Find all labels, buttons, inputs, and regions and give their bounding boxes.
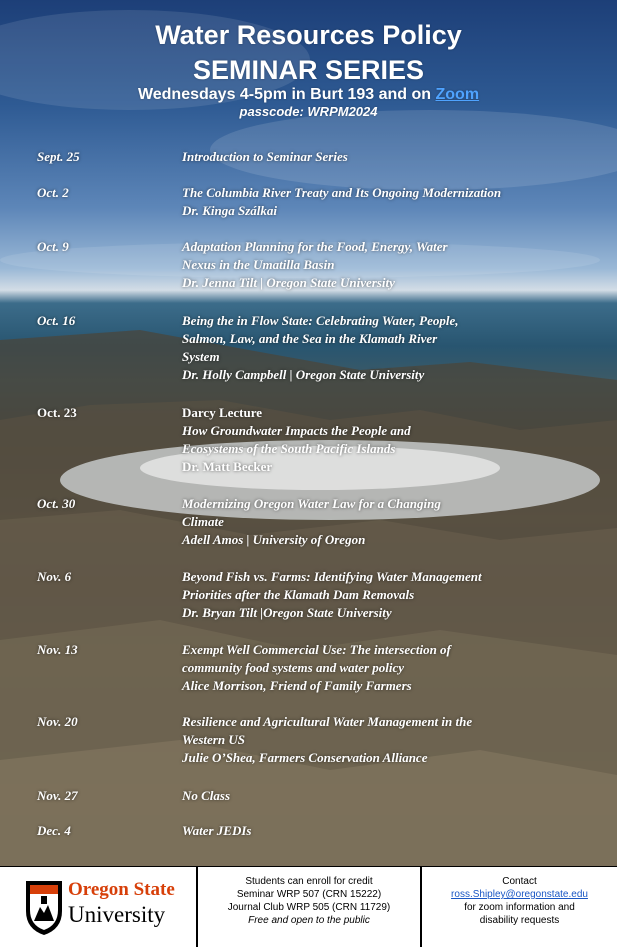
session-info	[182, 184, 582, 220]
session-title: Water JEDIs	[182, 823, 252, 838]
session-speaker: Alice Morrison, Friend of Family Farmers	[182, 678, 412, 693]
schedule-text: Wednesdays 4-5pm in Burt 193 and on	[137, 86, 436, 103]
session-title: Nexus in the Umatilla Basin	[182, 257, 335, 272]
session-title: Modernizing Oregon Water Law for a Changing	[182, 496, 441, 511]
session-title: Exempt Well Commercial Use: The intersection of	[182, 642, 451, 657]
zoom-link[interactable]: Zoom	[435, 86, 480, 103]
session-date: Oct. 2	[37, 185, 69, 200]
session-date: Nov. 20	[37, 714, 78, 729]
session-title: How Groundwater Impacts the People and	[182, 423, 411, 438]
session-speaker: Julie O’Shea, Farmers Conservation Alliance	[182, 750, 428, 765]
enroll-note: Free and open to the public	[248, 915, 370, 926]
session-info	[182, 495, 582, 549]
session-date: Oct. 30	[37, 496, 76, 511]
session-title: Resilience and Agricultural Water Management in the	[182, 714, 473, 729]
title-line-2: SEMINAR SERIES	[192, 55, 425, 85]
enroll-line: Seminar WRP 507 (CRN 15222)	[236, 889, 382, 900]
logo-text-line-1: Oregon State	[68, 879, 175, 900]
osu-seal-icon	[22, 877, 66, 937]
session-title: Beyond Fish vs. Farms: Identifying Water Management	[182, 569, 482, 584]
session-date: Nov. 6	[37, 569, 72, 584]
contact-line: disability requests	[479, 915, 560, 926]
session-speaker: Adell Amos | University of Oregon	[182, 532, 366, 547]
session-date: Dec. 4	[37, 823, 71, 838]
session-info	[182, 148, 582, 166]
session-date: Nov. 13	[37, 642, 78, 657]
session-date: Oct. 16	[37, 313, 76, 328]
session-info	[182, 312, 582, 384]
session-speaker: Dr. Jenna Tilt | Oregon State University	[182, 275, 395, 290]
contact-email-link[interactable]: ross.Shipley@oregonstate.edu	[451, 889, 588, 900]
schedule-line	[0, 86, 617, 104]
session-speaker: Dr. Kinga Szálkai	[182, 203, 278, 218]
session-date: Oct. 9	[37, 239, 69, 254]
contact-line: for zoom information and	[464, 902, 575, 913]
session-speaker: Dr. Matt Becker	[182, 459, 273, 474]
session-title: Western US	[182, 732, 245, 747]
session-title: Climate	[182, 514, 224, 529]
session-info	[182, 404, 582, 476]
contact-title: Contact	[502, 876, 537, 887]
session-title: Ecosystems of the South Pacific Islands	[182, 441, 396, 456]
session-date: Sept. 25	[37, 149, 80, 164]
session-info	[182, 787, 582, 805]
session-title: System	[182, 349, 220, 364]
footer	[0, 866, 617, 947]
session-speaker: Dr. Holly Campbell | Oregon State University	[182, 367, 425, 382]
session-date: Nov. 27	[37, 788, 78, 803]
session-info	[182, 641, 582, 695]
session-title: Introduction to Seminar Series	[182, 149, 348, 164]
session-title: Adaptation Planning for the Food, Energy, Water	[182, 239, 448, 254]
session-info	[182, 822, 582, 840]
session-title: The Columbia River Treaty and Its Ongoing Modernization	[182, 185, 502, 200]
passcode: passcode: WRPM2024	[239, 104, 378, 119]
session-title: Being the in Flow State: Celebrating Water, People,	[182, 313, 459, 328]
session-info	[182, 238, 582, 292]
enroll-line: Journal Club WRP 505 (CRN 11729)	[227, 902, 391, 913]
session-speaker: Dr. Bryan Tilt |Oregon State University	[182, 605, 392, 620]
session-title: Salmon, Law, and the Sea in the Klamath River	[182, 331, 438, 346]
session-info	[182, 568, 582, 622]
session-title: community food systems and water policy	[182, 660, 405, 675]
session-label: Darcy Lecture	[182, 405, 263, 420]
session-title: No Class	[182, 788, 231, 803]
title-line-1: Water Resources Policy	[155, 20, 462, 50]
osu-logo	[0, 867, 196, 947]
enroll-line: Students can enroll for credit	[245, 876, 373, 887]
enrollment-info	[196, 867, 420, 947]
contact-info	[420, 867, 617, 947]
logo-text-line-2: University	[68, 902, 166, 927]
session-date: Oct. 23	[37, 405, 77, 420]
session-title: Priorities after the Klamath Dam Removals	[182, 587, 415, 602]
session-info	[182, 713, 582, 767]
